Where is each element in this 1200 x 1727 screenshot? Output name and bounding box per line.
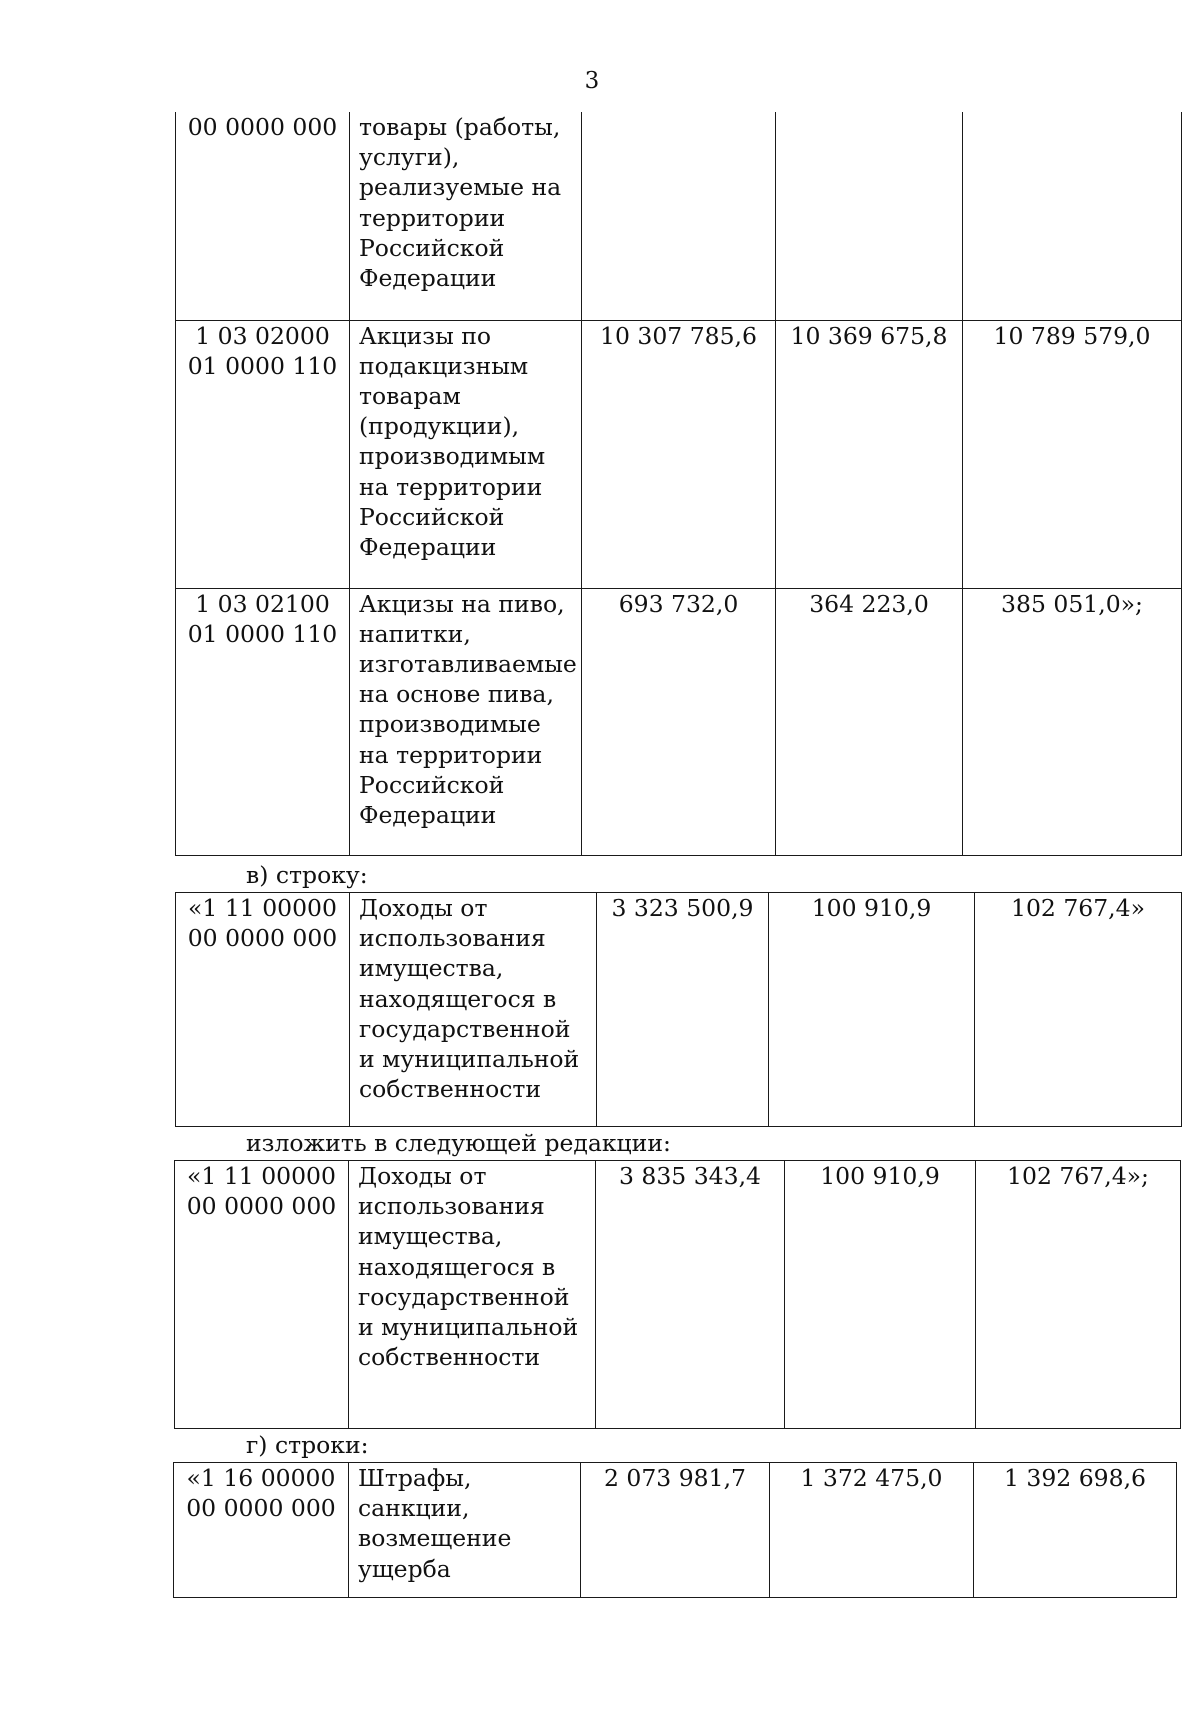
value-cell: 1 372 475,0 [770,1463,974,1598]
code-cell: 1 03 02000 01 0000 110 [176,320,350,588]
value-cell: 3 323 500,9 [597,893,769,1127]
table-row [176,893,1182,1127]
description-cell: Штрафы, санкции, возмещение ущерба [349,1463,581,1598]
code-cell: «1 16 00000 00 0000 000 [174,1463,349,1598]
code-cell: 00 0000 000 [176,112,350,320]
value-cell [963,112,1182,320]
description-cell: товары (работы, услуги), реализуемые на территории Российской Федерации [350,112,582,320]
new-row-table [174,1160,1181,1429]
code-cell: «1 11 00000 00 0000 000 [176,893,350,1127]
value-cell: 385 051,0»; [963,588,1182,855]
code-cell: «1 11 00000 00 0000 000 [175,1161,349,1429]
section-label-new: изложить в следующей редакции: [246,1129,671,1157]
table-row [174,1463,1177,1598]
fines-table [173,1462,1177,1598]
value-cell: 102 767,4»; [976,1161,1181,1429]
description-cell: Акцизы по подакцизным товарам (продукции), производимым на территории Российской Федерации [350,320,582,588]
old-row-table [175,892,1182,1127]
value-cell: 1 392 698,6 [974,1463,1177,1598]
section-label-v: в) строку: [246,861,368,889]
value-cell: 100 910,9 [769,893,975,1127]
value-cell: 10 307 785,6 [582,320,776,588]
table-row [176,112,1182,320]
value-cell [776,112,963,320]
value-cell: 364 223,0 [776,588,963,855]
value-cell [582,112,776,320]
value-cell: 102 767,4» [975,893,1182,1127]
table-row [175,1161,1181,1429]
description-cell: Акцизы на пиво, напитки, изготавливаемые на основе пива, производимые на территории Российской Федерации [350,588,582,855]
table-row [176,320,1182,588]
value-cell: 10 369 675,8 [776,320,963,588]
value-cell: 100 910,9 [785,1161,976,1429]
value-cell: 3 835 343,4 [596,1161,785,1429]
table-row [176,588,1182,855]
description-cell: Доходы от использования имущества, находящегося в государственной и муниципальной собственности [350,893,597,1127]
continued-table [175,112,1182,856]
value-cell: 10 789 579,0 [963,320,1182,588]
value-cell: 2 073 981,7 [581,1463,770,1598]
section-label-g: г) строки: [246,1431,369,1459]
value-cell: 693 732,0 [582,588,776,855]
page-number: 3 [584,68,600,94]
description-cell: Доходы от использования имущества, находящегося в государственной и муниципальной собственности [349,1161,596,1429]
code-cell: 1 03 02100 01 0000 110 [176,588,350,855]
